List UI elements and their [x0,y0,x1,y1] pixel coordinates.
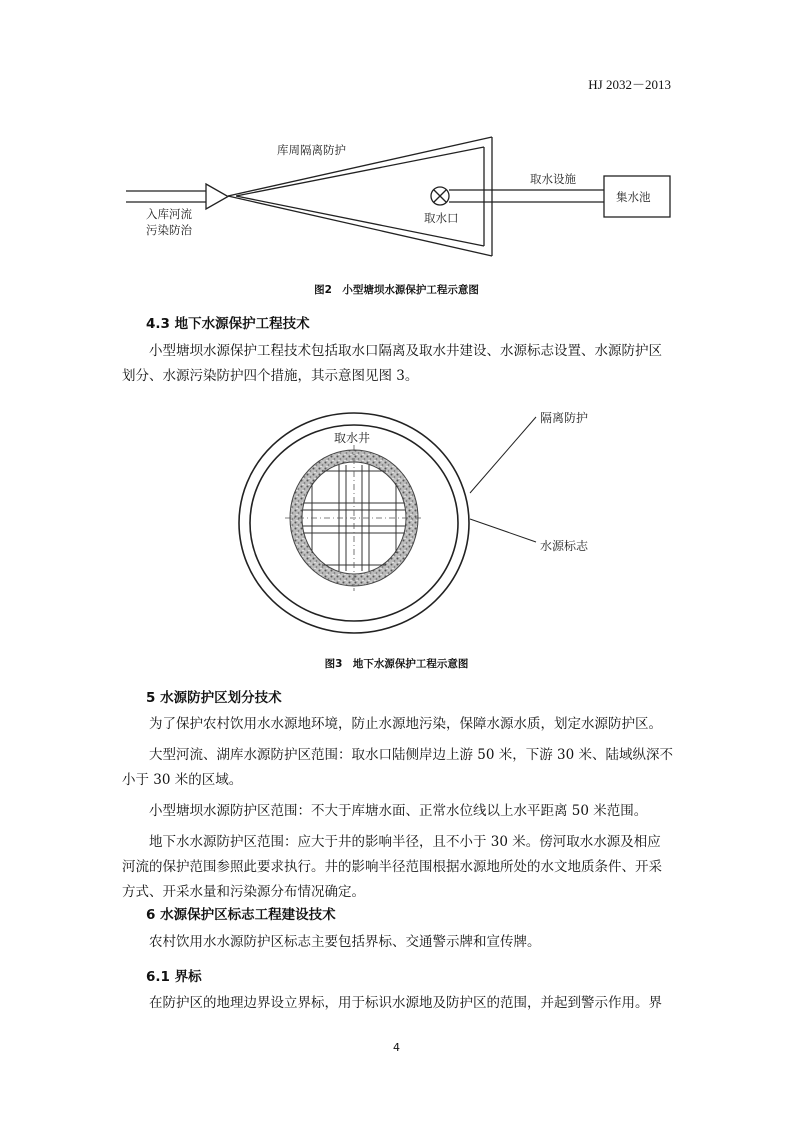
section-5-heading: 5 水源防护区划分技术 [146,690,282,706]
page-number: 4 [393,1041,400,1054]
document-code: HJ 2032－2013 [588,77,671,92]
paragraph-line: 方式、开采水量和污染源分布情况确定。 [122,884,365,900]
paragraph-line: 小于 30 米的区域。 [122,772,243,788]
section-5-body [122,712,677,905]
paragraph-line: 地下水水源防护区范围：应大于井的影响半径，且不小于 30 米。傍河取水水源及相应 [149,834,661,850]
paragraph-line: 河流的保护范围参照此要求执行。井的影响半径范围根据水源地所处的水文地质条件、开采 [122,859,662,875]
section-6-1-heading: 6.1 界标 [146,969,202,985]
label-well: 取水井 [334,431,371,445]
section-6-body [122,930,677,955]
reservoir-edge-bottom-outer [228,196,492,256]
reservoir-edge-top-inner [236,147,484,196]
section-4-3-paragraph [122,339,677,389]
figure-2-caption: 图2 小型塘坝水源保护工程示意图 [314,284,479,296]
label-isolation-around-reservoir: 库周隔离防护 [277,143,346,157]
paragraph-line: 在防护区的地理边界设立界标，用于标识水源地及防护区的范围，并起到警示作用。界 [149,995,662,1011]
figure-3-caption: 图3 地下水源保护工程示意图 [324,658,469,670]
paragraph: 为了保护农村饮用水水源地环境，防止水源地污染，保障水源水质，划定水源防护区。 [149,716,662,732]
label-intake: 取水口 [424,211,459,225]
label-collection-tank: 集水池 [616,190,651,204]
leader-isolation [470,417,536,493]
label-isolation: 隔离防护 [540,411,589,425]
figure-3-diagram [0,395,793,650]
label-intake-facility: 取水设施 [530,172,576,186]
section-4-3-heading: 4.3 地下水源保护工程技术 [146,316,310,332]
paragraph-line: 大型河流、湖库水源防护区范围：取水口陆侧岸边上游 50 米，下游 30 米、陆域纵深不 [149,747,674,763]
paragraph: 小型塘坝水源防护区范围：不大于库塘水面、正常水位线以上水平距离 50 米范围。 [149,803,648,819]
leader-sign [470,519,536,542]
paragraph-line: 小型塘坝水源保护工程技术包括取水口隔离及取水井建设、水源标志设置、水源防护区 [149,343,662,359]
section-6-heading: 6 水源保护区标志工程建设技术 [146,907,336,923]
paragraph-line: 划分、水源污染防护四个措施，其示意图见图 3。 [122,368,419,384]
paragraph: 农村饮用水水源防护区标志主要包括界标、交通警示牌和宣传牌。 [149,934,541,950]
label-pollution-control: 污染防治 [146,223,192,237]
label-water-sign: 水源标志 [540,539,589,553]
label-inflow-river: 入库河流 [146,207,192,221]
reservoir-edge-top-outer [228,137,492,196]
inflow-arrow-icon [206,184,228,209]
figure-2-diagram [0,0,793,300]
section-6-1-body [122,991,677,1016]
